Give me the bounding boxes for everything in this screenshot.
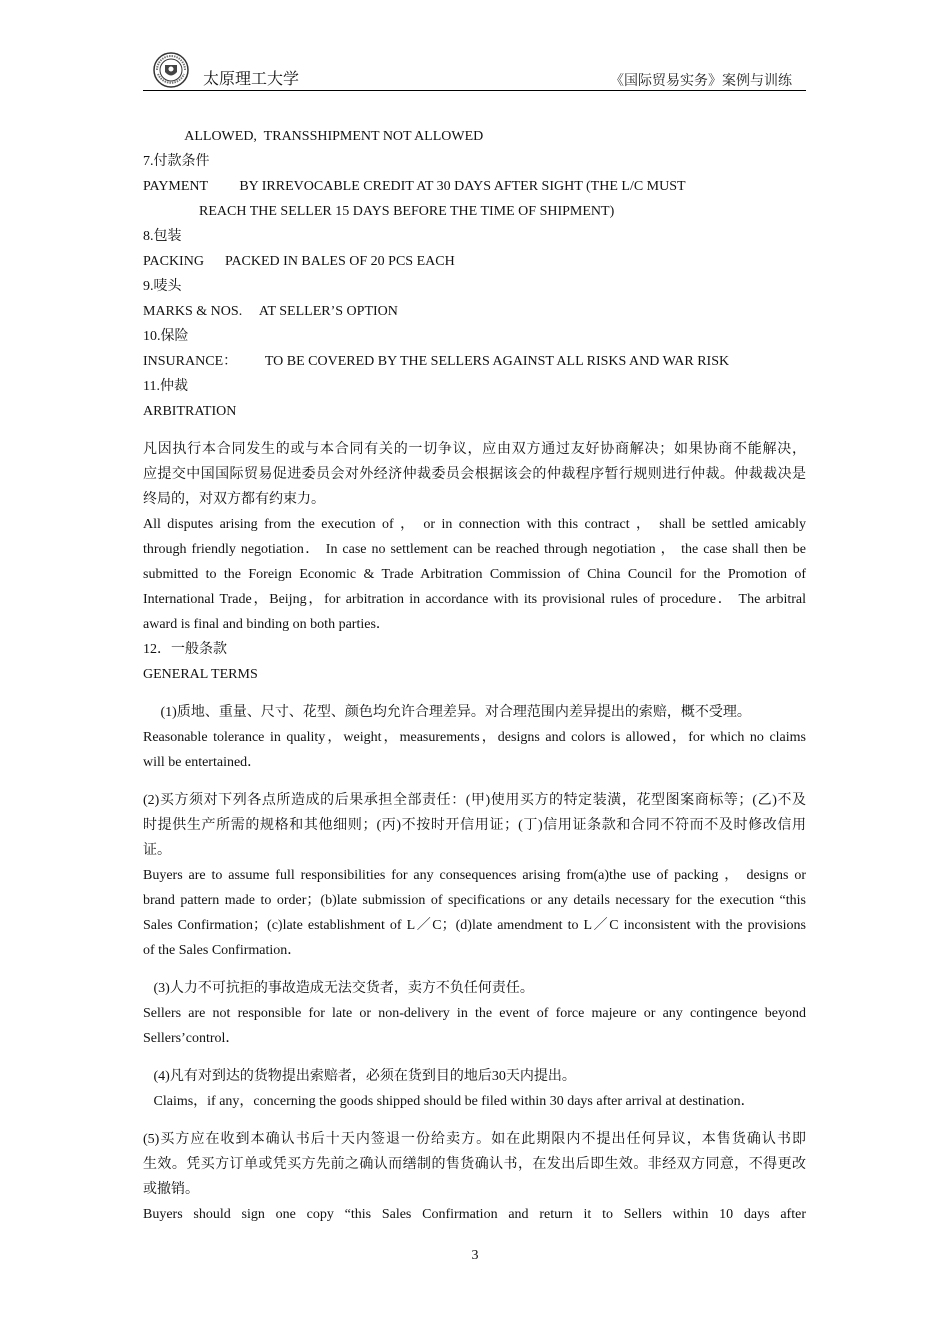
text-line: MARKS & NOS. AT SELLER’S OPTION <box>143 304 398 319</box>
section-heading: 9.唛头 <box>143 279 182 294</box>
text-line: (5)买方应在收到本确认书后十天内签退一份给卖方。如在此期限内不提出任何异议，本售货确认书即 <box>143 1132 806 1147</box>
text-line: Reasonable tolerance in quality，weight，measurements，designs and colors is allowed，for which no claims <box>143 730 806 745</box>
document-body <box>143 124 806 1227</box>
text-line: (2)买方须对下列各点所造成的后果承担全部责任：(甲)使用买方的特定装潢，花型图案商标等；(乙)不及 <box>143 793 806 808</box>
text-line: award is final and binding on both parties． <box>143 617 390 632</box>
text-line: (1)质地、重量、尺寸、花型、颜色均允许合理差异。对合理范围内差异提出的索赔，概不受理。 <box>143 705 751 720</box>
text-line: of the Sales Confirmation． <box>143 943 302 958</box>
text-line: through friendly negotiation． In case no settlement can be reached through negotiation ， the case shall then be <box>143 542 806 557</box>
text-line: REACH THE SELLER 15 DAYS BEFORE THE TIME OF SHIPMENT) <box>143 204 615 219</box>
page-number: 3 <box>471 1248 479 1263</box>
university-name: 太原理工大学 <box>203 69 300 88</box>
text-line: Buyers should sign one copy “this Sales Confirmation and return it to Sellers within 10 days after <box>143 1207 806 1222</box>
text-line: Claims，if any，concerning the goods shipped should be filed within 30 days after arrival at destination． <box>143 1094 755 1109</box>
text-line: (4)凡有对到达的货物提出索赔者，必须在货到目的地后30天内提出。 <box>143 1069 576 1084</box>
text-line: 应提交中国国际贸易促进委员会对外经济仲裁委员会根据该会的仲裁程序暂行规则进行仲裁。仲裁裁决是 <box>143 467 806 482</box>
text-line: INSURANCE： TO BE COVERED BY THE SELLERS AGAINST ALL RISKS AND WAR RISK <box>143 354 730 369</box>
text-line: PACKING PACKED IN BALES OF 20 PCS EACH <box>143 254 455 269</box>
text-line: International Trade，Beijng，for arbitration in accordance with its provisional rules of procedure． The arbitral <box>143 592 806 607</box>
text-line: All disputes arising from the execution of ， or in connection with this contract ， shall be settled amicably <box>143 517 806 532</box>
text-line: 或撤销。 <box>143 1182 199 1197</box>
text-line: will be entertained． <box>143 755 262 770</box>
text-line: brand pattern made to order；(b)late submission of specifications or any details necessary for the execution “this <box>143 893 806 908</box>
section-heading: 8.包装 <box>143 229 182 244</box>
page-header <box>143 52 806 91</box>
text-line: Sellers’control． <box>143 1031 240 1046</box>
text-line: 终局的，对双方都有约束力。 <box>143 492 325 507</box>
text-line: submitted to the Foreign Economic & Trade Arbitration Commission of China Council for the Promotion of <box>143 567 806 582</box>
text-line: Sales Confirmation；(c)late establishment of L／C；(d)late amendment to L／C inconsistent with the provisions <box>143 918 806 933</box>
text-line: ALLOWED, TRANSSHIPMENT NOT ALLOWED <box>143 129 484 144</box>
section-heading: 7.付款条件 <box>143 154 210 169</box>
text-line: 时提供生产所需的规格和其他细则；(丙)不按时开信用证；(丁)信用证条款和合同不符而不及时修改信用 <box>143 818 806 833</box>
text-line: 证。 <box>143 843 171 858</box>
university-seal-icon <box>151 52 191 88</box>
text-line: PAYMENT BY IRREVOCABLE CREDIT AT 30 DAYS AFTER SIGHT (THE L/C MUST <box>143 179 686 194</box>
section-heading: 11.仲裁 <box>143 379 188 394</box>
section-heading: 10.保险 <box>143 329 189 344</box>
text-line: ARBITRATION <box>143 404 237 419</box>
running-title: 《国际贸易实务》案例与训练 <box>610 74 792 89</box>
text-line: Buyers are to assume full responsibilities for any consequences arising from(a)the use of packing ， designs or <box>143 868 806 883</box>
text-line: 生效。凭买方订单或凭买方先前之确认而缮制的售货确认书，在发出后即生效。非经双方同意，不得更改 <box>143 1157 806 1172</box>
text-line: Sellers are not responsible for late or non-delivery in the event of force majeure or any contingence beyond <box>143 1006 806 1021</box>
text-line: 凡因执行本合同发生的或与本合同有关的一切争议，应由双方通过友好协商解决；如果协商不能解决， <box>143 442 806 457</box>
text-line: GENERAL TERMS <box>143 667 258 682</box>
section-heading: 12．一般条款 <box>143 642 227 657</box>
text-line: (3)人力不可抗拒的事故造成无法交货者，卖方不负任何责任。 <box>143 981 534 996</box>
